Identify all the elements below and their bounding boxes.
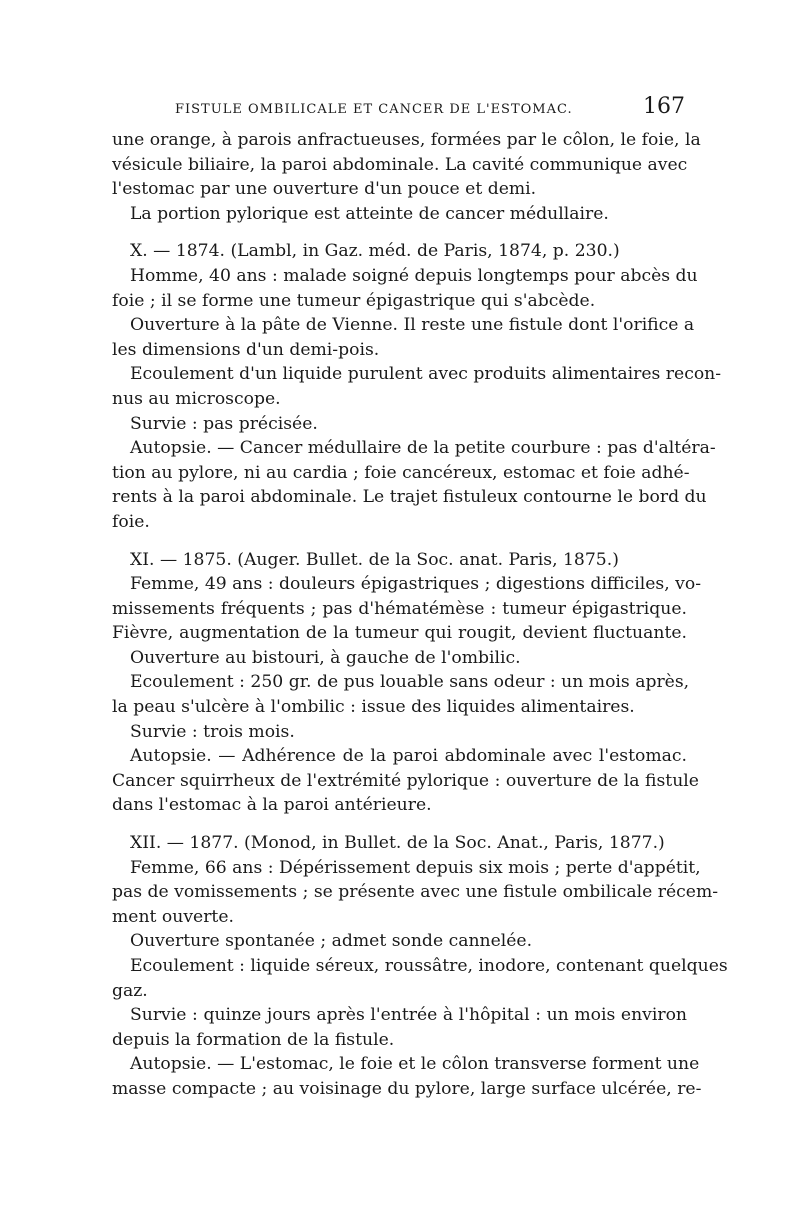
text-line: rents à la paroi abdominale. Le trajet fistuleux contourne le bord du bbox=[112, 487, 707, 508]
page-header bbox=[110, 94, 685, 124]
text-line: Autopsie. — Adhérence de la paroi abdominale avec l'estomac. bbox=[130, 746, 687, 767]
text-line: Ouverture à la pâte de Vienne. Il reste une fistule dont l'orifice a bbox=[130, 315, 695, 336]
text-line: les dimensions d'un demi-pois. bbox=[112, 339, 380, 360]
text-line: dans l'estomac à la paroi antérieure. bbox=[112, 795, 432, 816]
text-line: La portion pylorique est atteinte de cancer médullaire. bbox=[130, 203, 609, 224]
page-body bbox=[112, 128, 728, 1102]
text-line: Femme, 49 ans : douleurs épigastriques ; digestions difficiles, vo- bbox=[130, 574, 702, 595]
text-line: Autopsie. — Cancer médullaire de la petite courbure : pas d'altéra- bbox=[130, 438, 716, 459]
text-line: Cancer squirrheux de l'extrémité pylorique : ouverture de la fistule bbox=[112, 770, 699, 791]
text-line: Homme, 40 ans : malade soigné depuis longtemps pour abcès du bbox=[130, 265, 698, 286]
text-line: l'estomac par une ouverture d'un pouce et demi. bbox=[112, 179, 537, 200]
text-line: Survie : trois mois. bbox=[130, 721, 295, 742]
text-line: ment ouverte. bbox=[112, 906, 234, 927]
page-number: 167 bbox=[643, 94, 685, 119]
paragraph-gap bbox=[112, 226, 687, 239]
text-line: XII. — 1877. (Monod, in Bullet. de la Soc. Anat., Paris, 1877.) bbox=[130, 833, 665, 854]
text-line: missements fréquents ; pas d'hématémèse : tumeur épigastrique. bbox=[112, 598, 687, 619]
text-line: Ecoulement : 250 gr. de pus louable sans odeur : un mois après, bbox=[130, 672, 690, 693]
running-title: FISTULE OMBILICALE ET CANCER DE L'ESTOMAC. bbox=[175, 102, 573, 117]
text-line: Ecoulement d'un liquide purulent avec produits alimentaires recon- bbox=[130, 364, 722, 385]
text-line: Ouverture spontanée ; admet sonde cannelée. bbox=[130, 931, 533, 952]
text-line: XI. — 1875. (Auger. Bullet. de la Soc. anat. Paris, 1875.) bbox=[130, 549, 619, 570]
text-line: pas de vomissements ; se présente avec une fistule ombilicale récem- bbox=[112, 882, 719, 903]
text-line: tion au pylore, ni au cardia ; foie cancéreux, estomac et foie adhé- bbox=[112, 462, 690, 483]
text-line: X. — 1874. (Lambl, in Gaz. méd. de Paris, 1874, p. 230.) bbox=[130, 241, 620, 262]
text-line: la peau s'ulcère à l'ombilic : issue des liquides alimentaires. bbox=[112, 697, 635, 718]
text-line: gaz. bbox=[112, 980, 148, 1001]
paragraph-gap bbox=[112, 818, 687, 831]
text-line: depuis la formation de la fistule. bbox=[112, 1029, 395, 1050]
text-line: une orange, à parois anfractueuses, formées par le côlon, le foie, la bbox=[112, 130, 701, 150]
text-line: foie ; il se forme une tumeur épigastrique qui s'abcède. bbox=[112, 290, 596, 311]
text-line: Fièvre, augmentation de la tumeur qui rougit, devient fluctuante. bbox=[112, 623, 687, 644]
text-line: Survie : pas précisée. bbox=[130, 413, 318, 434]
paragraph-gap bbox=[112, 535, 687, 548]
text-line: Autopsie. — L'estomac, le foie et le côlon transverse forment une bbox=[130, 1054, 700, 1075]
text-line: foie. bbox=[112, 511, 150, 532]
text-line: masse compacte ; au voisinage du pylore, large surface ulcérée, re- bbox=[112, 1078, 702, 1099]
text-line: Femme, 66 ans : Dépérissement depuis six mois ; perte d'appétit, bbox=[130, 857, 701, 878]
text-line: nus au microscope. bbox=[112, 388, 281, 409]
text-line: Ecoulement : liquide séreux, roussâtre, inodore, contenant quelques bbox=[130, 956, 728, 976]
text-line: vésicule biliaire, la paroi abdominale. La cavité communique avec bbox=[112, 154, 688, 175]
text-line: Ouverture au bistouri, à gauche de l'ombilic. bbox=[130, 647, 521, 668]
text-line: Survie : quinze jours après l'entrée à l'hôpital : un mois environ bbox=[130, 1005, 687, 1026]
